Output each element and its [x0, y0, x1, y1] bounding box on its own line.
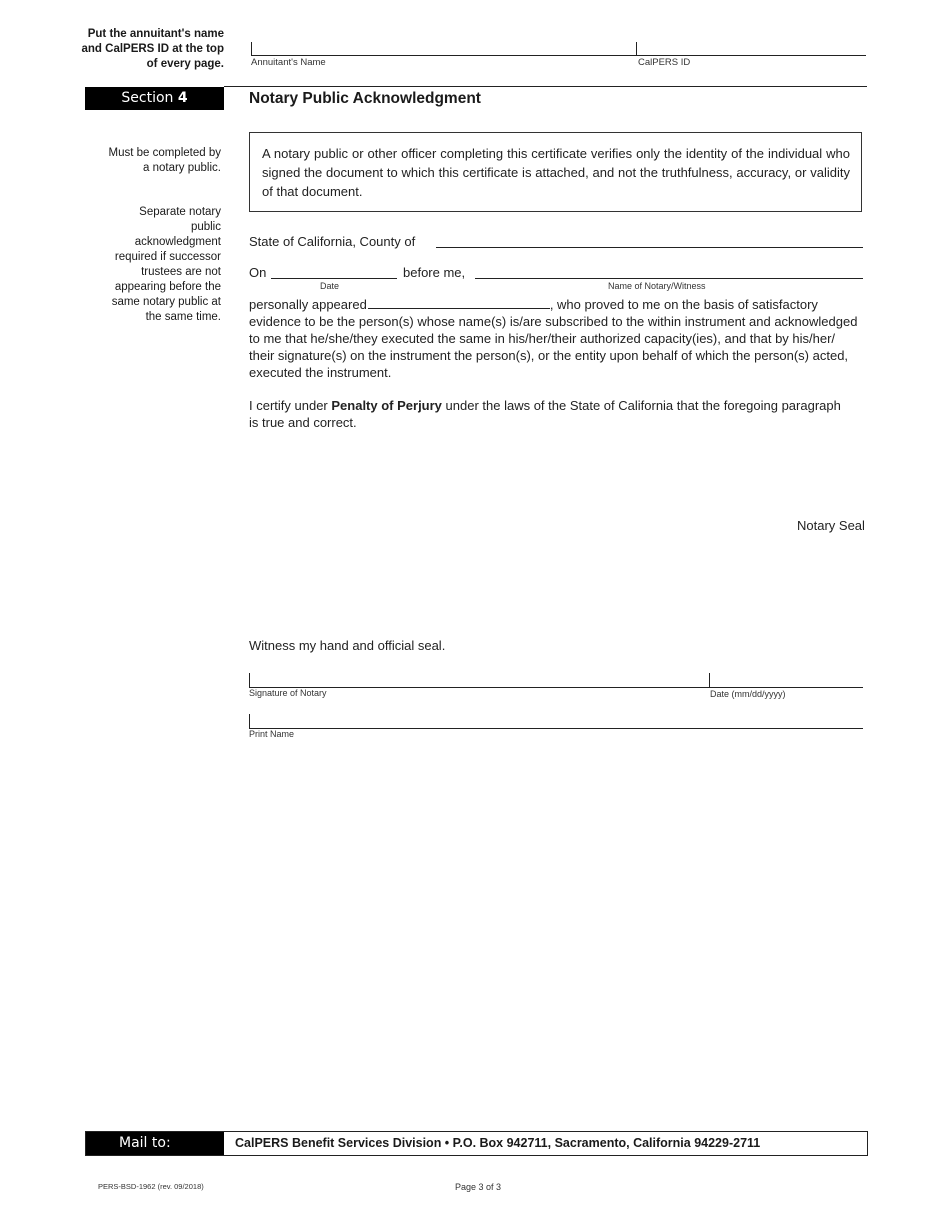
header-instruction — [54, 27, 224, 72]
appeared-name-field[interactable] — [368, 296, 550, 309]
notary-seal-label: Notary Seal — [797, 518, 865, 533]
annuitant-name-field[interactable] — [252, 40, 635, 55]
on-label: On — [249, 265, 267, 280]
date-field[interactable] — [271, 262, 397, 278]
notary-notice-text: A notary public or other officer completing this certificate verifies only the identity of the individual who signed the document to which this certificate is attached, and not the truthfulness, accuracy, or validity of that document. — [262, 146, 850, 199]
print-name-underline — [249, 728, 863, 729]
signature-date-label: Date (mm/dd/yyyy) — [710, 689, 786, 699]
notary-witness-underline — [475, 278, 863, 279]
calpers-id-label: CalPERS ID — [638, 57, 691, 68]
calpers-id-field[interactable] — [637, 40, 865, 55]
side-note-line: Must be completed by — [108, 147, 221, 159]
mail-to-badge — [86, 1132, 224, 1155]
signature-field[interactable] — [250, 672, 708, 687]
side-note-line: acknowledgment — [134, 236, 221, 248]
signature-label: Signature of Notary — [249, 688, 327, 698]
header-field-underline — [251, 55, 866, 56]
side-note-notary-required — [108, 146, 221, 176]
witness-text: Witness my hand and official seal. — [249, 638, 446, 653]
notary-notice-box — [249, 132, 862, 212]
appeared-prefix: personally appeared — [249, 297, 367, 312]
appeared-rest: , who proved to me on the basis of satisfactory evidence to be the person(s) whose name(s) is/are subscribed to the within instrument and acknowledged to me that he/she/they executed the same in his/her/their authorized capacity(ies), and that by his/her/ their signature(s) on the instrument the person(s), or the entity upon behalf of which the person(s) acted, executed the instrument. — [249, 297, 858, 380]
state-county-label: State of California, County of — [249, 234, 416, 249]
page-number: Page 3 of 3 — [455, 1182, 502, 1192]
header-instruction-line: and CalPERS ID at the top — [81, 43, 224, 55]
side-note-line: public — [190, 221, 221, 233]
notary-witness-caption: Name of Notary/Witness — [608, 281, 706, 291]
mail-address: CalPERS Benefit Services Division • P.O. Box 942711, Sacramento, California 94229-2711 — [235, 1136, 761, 1150]
notary-witness-field[interactable] — [475, 262, 863, 278]
print-name-label: Print Name — [249, 729, 295, 739]
signature-date-field[interactable] — [710, 672, 863, 687]
side-note-line: required if successor — [114, 251, 221, 263]
side-note-separate-acknowledgment — [112, 205, 221, 325]
print-name-field[interactable] — [250, 713, 863, 728]
section-title: Notary Public Acknowledgment — [249, 90, 481, 107]
county-underline — [436, 247, 863, 248]
section-divider — [224, 86, 867, 87]
perjury-paragraph — [249, 397, 849, 431]
side-note-line: Separate notary — [139, 206, 221, 218]
section-number: 4 — [177, 90, 188, 106]
county-field[interactable] — [436, 231, 863, 247]
signature-underline — [249, 687, 863, 688]
side-note-line: a notary public. — [143, 162, 221, 174]
form-id: PERS-BSD-1962 (rev. 09/2018) — [98, 1182, 204, 1191]
header-instruction-line: Put the annuitant's name — [87, 28, 224, 40]
date-caption: Date — [320, 281, 340, 291]
before-me-label: before me, — [403, 265, 466, 280]
annuitant-name-label: Annuitant's Name — [251, 57, 326, 68]
perjury-bold: Penalty of Perjury — [331, 398, 442, 413]
date-underline — [271, 278, 397, 279]
side-note-line: the same time. — [145, 311, 221, 323]
mail-to-label: Mail to: — [119, 1135, 171, 1151]
section-prefix: Section — [121, 90, 174, 106]
side-note-line: same notary public at — [111, 296, 221, 308]
personally-appeared-paragraph — [249, 296, 859, 381]
perjury-suffix: under the laws of the State of California that the foregoing paragraph is true and correct. — [249, 398, 841, 430]
side-note-line: trustees are not — [141, 266, 221, 278]
section-badge — [85, 87, 224, 110]
perjury-prefix: I certify under — [249, 398, 332, 413]
side-note-line: appearing before the — [114, 281, 221, 293]
header-instruction-line: of every page. — [146, 58, 224, 70]
